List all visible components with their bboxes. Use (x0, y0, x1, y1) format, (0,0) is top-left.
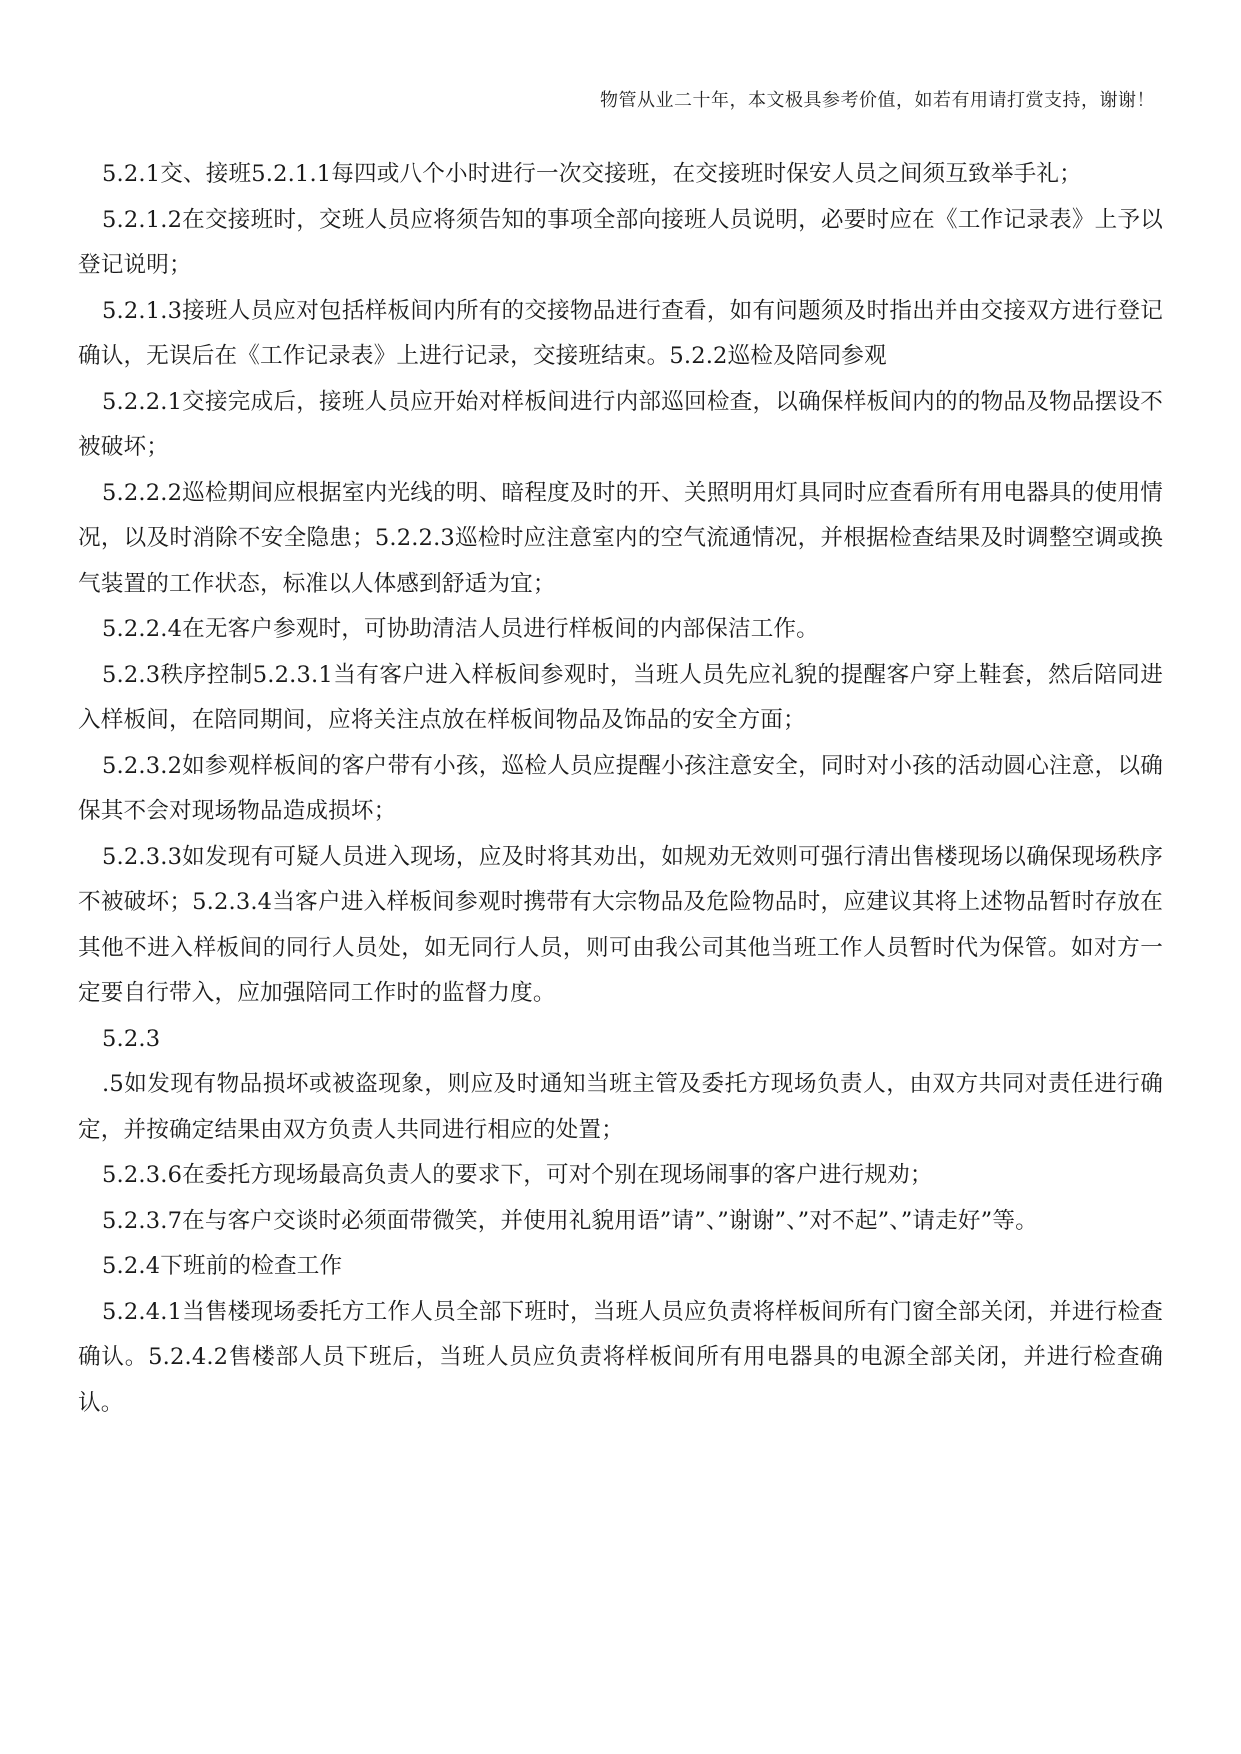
paragraph: 5.2.1.2在交接班时，交班人员应将须告知的事项全部向接班人员说明，必要时应在《工作记录表》上予以登记说明； (78, 206, 1163, 278)
paragraph: 5.2.2.1交接完成后，接班人员应开始对样板间进行内部巡回检查，以确保样板间内的的物品及物品摆设不被破坏； (78, 388, 1163, 460)
paragraph: 5.2.1.3接班人员应对包括样板间内所有的交接物品进行查看，如有问题须及时指出并由交接双方进行登记确认，无误后在《工作记录表》上进行记录，交接班结束。5.2.2巡检及陪同参观 (78, 297, 1163, 369)
paragraph: 5.2.2.4在无客户参观时，可协助清洁人员进行样板间的内部保洁工作。 (102, 616, 819, 642)
paragraph: 5.2.1交、接班5.2.1.1每四或八个小时进行一次交接班，在交接班时保安人员之间须互致举手礼； (102, 161, 1082, 187)
header-note: 物管从业二十年，本文极具参考价值，如若有用请打赏支持，谢谢！ (600, 90, 1155, 111)
paragraph: 5.2.3 (102, 1025, 161, 1052)
paragraph: 5.2.3.6在委托方现场最高负责人的要求下，可对个别在现场闹事的客户进行规劝； (102, 1162, 933, 1188)
paragraph: 5.2.3.7在与客户交谈时必须面带微笑，并使用礼貌用语”请”、”谢谢”、”对不起”、”请走好”等。 (102, 1207, 1038, 1234)
paragraph: 5.2.3秩序控制5.2.3.1当有客户进入样板间参观时，当班人员先应礼貌的提醒客户穿上鞋套，然后陪同进入样板间，在陪同期间，应将关注点放在样板间物品及饰品的安全方面； (78, 661, 1163, 733)
paragraph: 5.2.4下班前的检查工作 (102, 1253, 343, 1279)
paragraph: 5.2.2.2巡检期间应根据室内光线的明、暗程度及时的开、关照明用灯具同时应查看所有用电器具的使用情况，以及时消除不安全隐患；5.2.2.3巡检时应注意室内的空气流通情况，并根据检查结果及时调整空调或换气装置的工作状态，标准以人体感到舒适为宜； (78, 479, 1163, 597)
paragraph: 5.2.4.1当售楼现场委托方工作人员全部下班时，当班人员应负责将样板间所有门窗全部关闭，并进行检查确认。5.2.4.2售楼部人员下班后，当班人员应负责将样板间所有用电器具的电源全部关闭，并进行检查确认。 (78, 1298, 1163, 1416)
paragraph: 5.2.3.2如参观样板间的客户带有小孩，巡检人员应提醒小孩注意安全，同时对小孩的活动圆心注意，以确保其不会对现场物品造成损坏； (78, 752, 1163, 824)
document-body (78, 152, 1163, 1426)
paragraph: .5如发现有物品损坏或被盗现象，则应及时通知当班主管及委托方现场负责人，由双方共同对责任进行确定，并按确定结果由双方负责人共同进行相应的处置； (78, 1071, 1163, 1143)
paragraph: 5.2.3.3如发现有可疑人员进入现场，应及时将其劝出，如规劝无效则可强行清出售楼现场以确保现场秩序不被破坏；5.2.3.4当客户进入样板间参观时携带有大宗物品及危险物品时，应建议其将上述物品暂时存放在其他不进入样板间的同行人员处，如无同行人员，则可由我公司其他当班工作人员暂时代为保管。如对方一定要自行带入，应加强陪同工作时的监督力度。 (78, 843, 1163, 1006)
